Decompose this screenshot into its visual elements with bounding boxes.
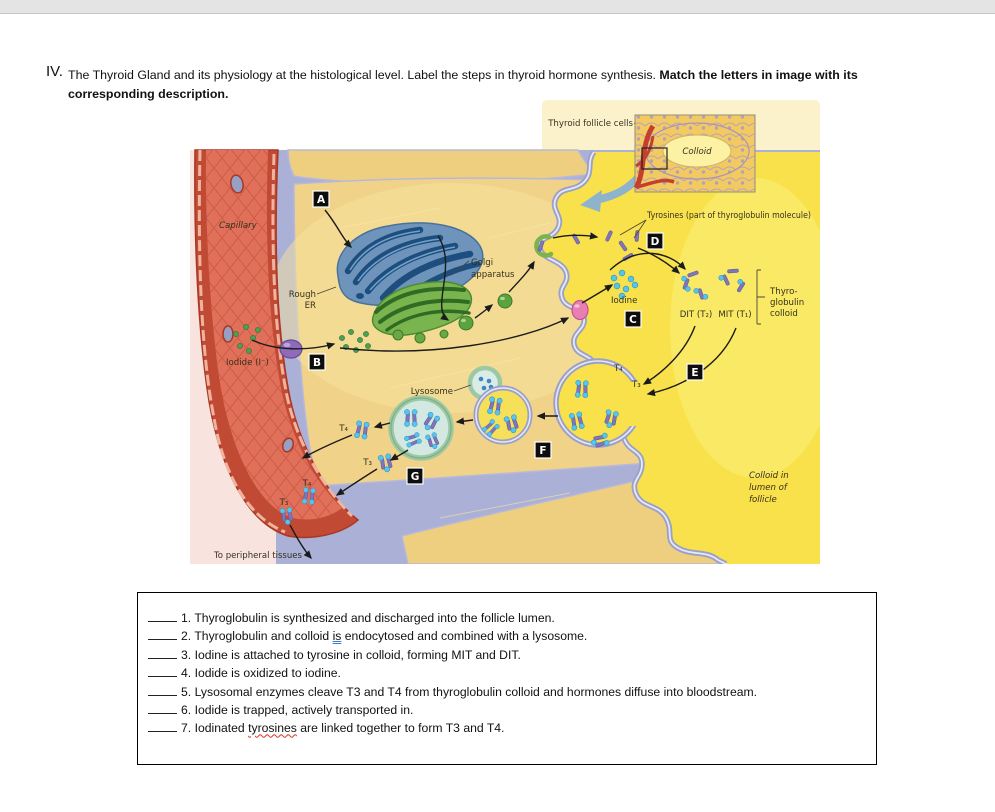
svg-text:G: G <box>410 471 420 483</box>
inset-micrograph <box>635 115 755 192</box>
label-golgi: Golgi <box>471 258 494 268</box>
label-thyroglobulin: Thyro- <box>770 287 798 297</box>
label-thyroid-follicle-cells: Thyroid follicle cells <box>548 119 633 129</box>
letter-marker-b <box>309 354 325 370</box>
list-item: 4. Iodide is oxidized to iodine. <box>148 664 876 682</box>
svg-text:apparatus: apparatus <box>471 270 515 280</box>
svg-text:T₃: T₃ <box>363 458 372 468</box>
svg-text:colloid: colloid <box>770 309 798 319</box>
svg-text:T₃: T₃ <box>279 498 289 508</box>
answer-blank[interactable] <box>148 646 177 659</box>
letter-marker-e <box>687 364 703 380</box>
label-iodide: Iodide (I⁻) <box>226 358 269 368</box>
svg-text:B: B <box>312 357 322 369</box>
fenestration <box>223 326 233 342</box>
answer-blank[interactable] <box>148 683 177 696</box>
answer-blank[interactable] <box>148 701 177 714</box>
grammar-flagged-word: is <box>332 629 342 644</box>
svg-text:F: F <box>539 445 547 457</box>
label-mit: MIT (T₁) <box>718 310 752 320</box>
label-capillary: Capillary <box>219 221 257 231</box>
svg-text:lumen of: lumen of <box>749 483 787 493</box>
thyroid-diagram <box>190 88 820 564</box>
list-item: 2. Thyroglobulin and colloid is endocytosed and combined with a lysosome. <box>148 627 876 645</box>
letter-marker-f <box>535 442 551 458</box>
letter-marker-g <box>407 468 423 484</box>
svg-text:ER: ER <box>304 301 316 311</box>
svg-text:D: D <box>650 236 660 248</box>
svg-text:C: C <box>629 314 637 326</box>
label-tyrosines: Tyrosines (part of thyroglobulin molecule) <box>646 211 811 221</box>
label-to-peripheral-tissues: To peripheral tissues <box>213 551 303 561</box>
svg-text:T₄: T₄ <box>302 479 312 489</box>
letter-marker-c <box>625 311 641 327</box>
answer-blank[interactable] <box>148 664 177 677</box>
svg-text:follicle: follicle <box>749 495 777 505</box>
spellcheck-flagged-word: tyrosines <box>248 721 297 736</box>
list-item: 3. Iodine is attached to tyrosine in colloid, forming MIT and DIT. <box>148 646 876 664</box>
window-top-bar <box>0 0 995 14</box>
letter-marker-a <box>313 191 329 207</box>
svg-text:A: A <box>316 194 326 206</box>
lysosome <box>391 398 451 458</box>
label-dit: DIT (T₂) <box>679 310 713 320</box>
list-item: 6. Iodide is trapped, actively transported in. <box>148 701 876 719</box>
label-iodine: Iodine <box>611 296 638 306</box>
matching-descriptions-box <box>137 592 877 765</box>
heading-line-2: corresponding description. <box>68 87 229 101</box>
inset-colloid-label: Colloid <box>682 147 712 157</box>
label-t3: T₃ <box>632 380 641 390</box>
thyroid-diagram-svg <box>190 88 820 564</box>
label-lysosome: Lysosome <box>410 387 453 397</box>
label-colloid-lumen: Colloid in <box>749 471 789 481</box>
section-numeral: IV. <box>46 63 63 80</box>
list-item: 5. Lysosomal enzymes cleave T3 and T4 from thyroglobulin colloid and hormones diffuse into bloodstream. <box>148 683 876 701</box>
list-item: 1. Thyroglobulin is synthesized and discharged into the follicle lumen. <box>148 609 876 627</box>
answer-blank[interactable] <box>148 719 177 732</box>
label-t4: T₄ <box>614 364 623 374</box>
svg-text:globulin: globulin <box>770 298 805 308</box>
heading-line-1: The Thyroid Gland and its physiology at the histological level. Label the steps in thyroid hormone synthesis. Match the letters in image with its <box>68 68 858 82</box>
label-rough-er: Rough <box>288 290 316 300</box>
answer-blank[interactable] <box>148 609 177 622</box>
svg-text:E: E <box>691 367 699 379</box>
letter-marker-d <box>647 233 663 249</box>
list-item: 7. Iodinated tyrosines are linked together to form T3 and T4. <box>148 719 876 737</box>
answer-blank[interactable] <box>148 627 177 640</box>
apical-transporter <box>572 301 588 320</box>
svg-text:T₄: T₄ <box>339 424 348 434</box>
